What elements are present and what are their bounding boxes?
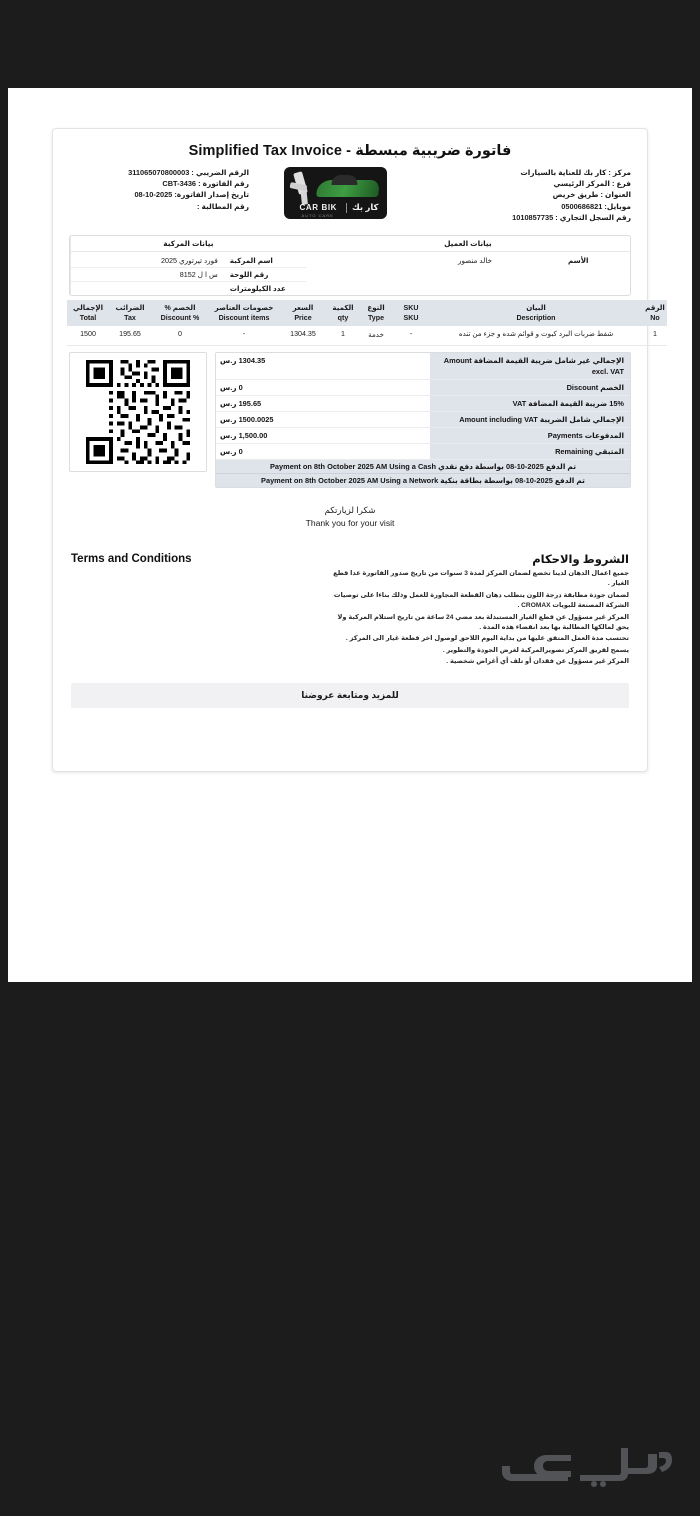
total-line-discount [216,380,630,396]
plate-number-value: س ا ل 8152 [179,270,218,280]
vehicle-data-column [70,252,306,295]
col-header-total: الإجمالي Total [67,300,109,326]
odometer-value [75,283,226,294]
header-right-block [421,165,631,223]
vehicle-data-heading: بيانات المركبة [70,236,306,251]
tax-number: الرقم الضريبي : 311065070800003 [128,168,249,177]
cell-tax: 195.65 [109,326,151,346]
customer-vehicle-body [70,252,630,295]
cell-description: شفط ضربات البرد كبوت و قوائم شده و جزء من تنده [429,326,643,346]
odometer-label: عدد الكيلومترات [229,284,286,294]
payment-line-cash: تم الدفع 2025-10-08 بواسطة دفع نقدي Payment on 8th October 2025 AM Using a Cash [216,460,630,474]
haraj-watermark [498,1438,678,1502]
terms-title-en: Terms and Conditions [71,553,192,566]
col-header-no: الرقم No [643,300,667,326]
col-header-discount-pct: الخصم % % Discount [151,300,209,326]
value-vat: 195.65 ر.س [216,396,430,411]
logo-container [280,165,390,219]
terms-title-ar: الشروط والاحكام [532,554,629,567]
col-header-discount-items: خصومات العناصر Discount items [209,300,279,326]
col-header-sku: SKU SKU [393,300,429,326]
address: العنوان : طريق خريص [552,190,631,200]
haraj-logo-icon [498,1438,678,1502]
thank-you-ar: شكرا لزيارتكم [324,505,376,516]
items-table-body [67,326,667,346]
invoice-number: رقم الفاتورة : CBT-3436 [162,179,249,189]
payment-line-network: تم الدفع 2025-10-08 بواسطة بطاقة بنكية Payment on 8th October 2025 AM Using a Network [216,474,630,487]
terms-item: المركز غير مسؤول عن قطع الغيار المستبدلة بعد مضي 24 ساعة من تاريخ استلام المركبة ولا يحق لمالكها المطالبة بها بعد انقضاء هذه المدة . [337,613,629,632]
label-payments: المدفوعات Payments [430,428,630,443]
items-table-header [67,300,667,326]
invoice-card [52,128,665,772]
value-remaining: 0 ر.س [216,444,430,459]
total-line-amount-excl-vat [216,353,630,380]
value-discount: 0 ر.س [216,380,430,395]
customer-name-row [306,254,630,267]
cell-discount-items: - [209,326,279,346]
odometer-row [71,282,306,295]
customer-vehicle-block [69,235,631,296]
company-logo-icon [284,167,387,219]
qr-code-container [69,352,207,472]
totals-box [215,352,631,488]
terms-arabic-block [329,552,629,669]
logo-tagline: AUTO CARE [301,213,334,218]
invoice-header [67,165,633,229]
totals-and-qr-row [69,352,631,488]
total-line-payments [216,428,630,444]
cell-price: 1304.35 [279,326,327,346]
table-row [67,326,667,346]
thank-you-en: Thank you for your visit [305,518,395,529]
logo-brand-ar: كار بك [352,202,379,212]
plate-number-label: رقم اللوحة [229,270,269,280]
vehicle-name-row [71,254,306,268]
total-line-vat [216,396,630,412]
cell-sku: - [393,326,429,346]
terms-item: تحتسب مدة العمل المتفق عليها من بداية اليوم اللاحق لوصول اخر قطعة غيار الى المركز . [345,635,629,643]
center-name: مركز : كار بك للعناية بالسيارات [520,168,631,177]
terms-item: يسمح لفريق المركز تصويرالمركبة لغرض الجودة والتطوير . [442,646,629,654]
total-line-remaining [216,444,630,460]
value-amount-excl-vat: 1304.35 ر.س [216,353,430,379]
branch-name: فرع : المركز الرئيسي [553,179,631,189]
items-header-row [67,300,667,326]
label-remaining: المتبقي Remaining [430,444,630,459]
label-discount: الخصم Discount [430,380,630,395]
plate-number-row [71,268,306,282]
terms-item: جميع اعمال الدهان لدينا تخضع لضمان المركز لمدة 3 سنوات من تاريخ صدور الفاتورة عدا قطع الغيار . [333,570,629,588]
vehicle-name-value: فورد تيرتوري 2025 [161,256,218,266]
logo-brand-en: CAR BIK [299,203,338,212]
cell-qty: 1 [327,326,359,346]
thank-you-block [67,504,633,530]
vehicle-name-label: اسم المركبة [229,256,273,266]
items-table [67,300,667,346]
col-header-description: البيان Description [429,300,643,326]
qr-code-icon [82,356,194,468]
customer-name-value: خالد منصور [457,256,492,266]
col-header-tax: الضرائب Tax [109,300,151,326]
cell-discount-pct: 0 [151,326,209,346]
col-header-type: النوع Type [359,300,393,326]
label-amount-excl-vat: الإجمالي غير شامل ضريبة القيمة المضافة Amount excl. VAT [430,353,630,379]
invoice-date: تاريخ إصدار الفاتورة: 2025-10-08 [134,190,249,200]
label-amount-incl-vat: الإجمالي شامل الضريبة Amount including VAT [430,412,630,427]
terms-item: المركز غير مسؤول عن فقدان أو تلف أي أغراض شخصية . [446,658,629,666]
logo-divider [346,203,347,213]
terms-section [67,552,633,669]
car-icon [316,180,380,197]
value-amount-incl-vat: 1500.0025 ر.س [216,412,430,427]
terms-item: لضمان جودة مطابقة درجة اللون يتطلب دهان القطعة المجاورة للعمل وذلك بناءا على توصيات الشركة المصنعة للبويات CROMAX . [333,591,629,610]
cell-total: 1500 [67,326,109,346]
mobile-number: موبايل: 0500686821 [561,201,631,211]
customer-data-column [306,252,630,295]
col-header-qty: الكمية qty [327,300,359,326]
label-vat: 15% ضريبة القيمة المضافة VAT [430,396,630,411]
customer-vehicle-headings [70,236,630,252]
customer-data-heading: بيانات العميل [444,239,492,249]
promo-bar[interactable]: للمزيد ومتابعة عروضنا [71,683,629,708]
cell-no: 1 [643,326,667,346]
col-header-price: السعر Price [279,300,327,326]
spray-gun-icon [293,171,308,195]
value-payments: 1,500.00 ر.س [216,428,430,443]
invoice-page [8,88,692,982]
total-line-amount-incl-vat [216,412,630,428]
cell-type: خدمة [359,326,393,346]
header-left-block [69,165,249,212]
page-title: Simplified Tax Invoice - فاتورة ضريبية مبسطة [188,143,512,159]
customer-name-label: الأسم [568,256,589,266]
cr-number: رقم السجل التجاري : 1010857735 [512,212,631,222]
claim-number: رقم المطالبة : [197,201,249,211]
